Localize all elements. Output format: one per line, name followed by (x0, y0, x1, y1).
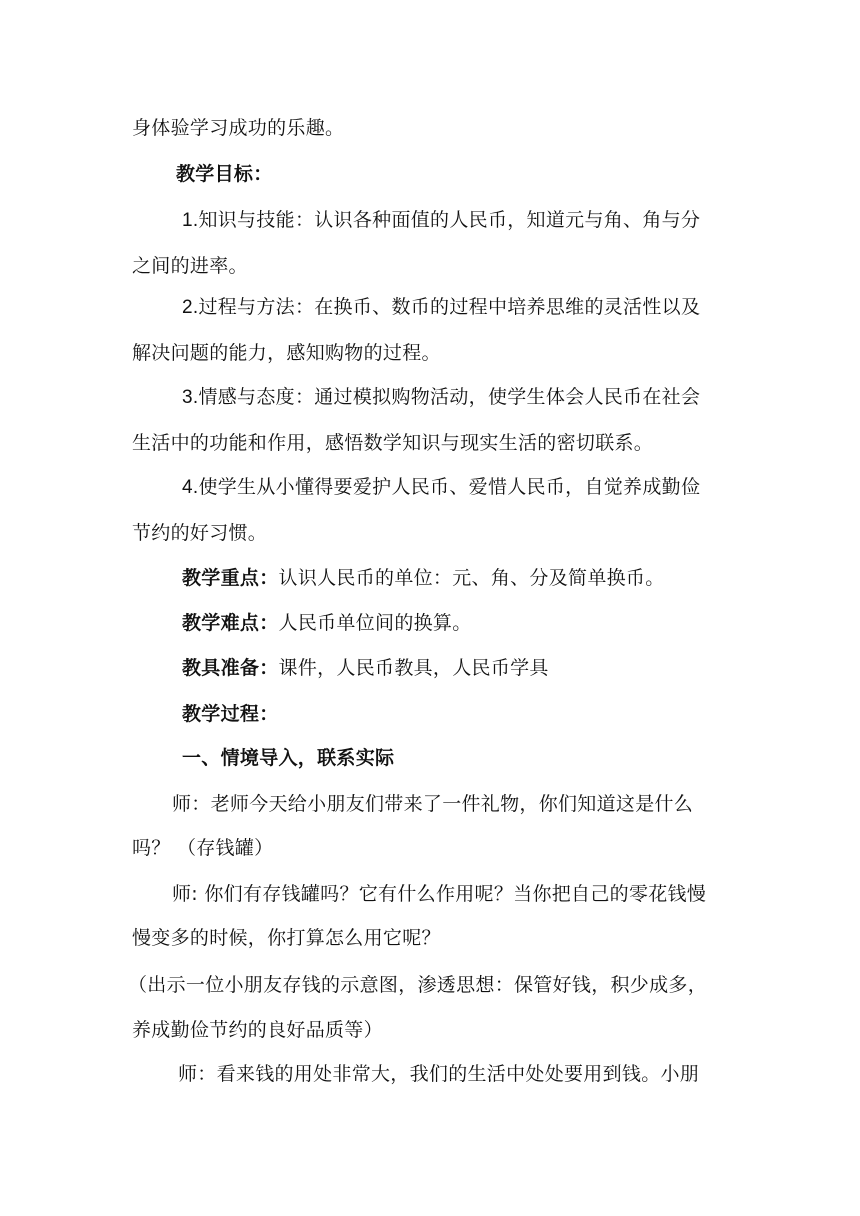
goal-4-number: 4. (182, 477, 199, 498)
key-points-label: 教学重点： (182, 567, 279, 589)
goal-4-line-2: 节约的好习惯。 (132, 522, 268, 544)
tools-label: 教具准备： (182, 657, 279, 679)
goals-heading: 教学目标： (176, 163, 273, 185)
goal-1-line-2: 之间的进率。 (132, 255, 248, 277)
difficulty-text: 人民币单位间的换算。 (278, 612, 472, 634)
goal-4-line-1 (182, 475, 782, 500)
goal-2-number: 2. (182, 297, 199, 318)
tools-line (182, 656, 782, 680)
difficulty-line (182, 611, 782, 635)
process-heading: 教学过程： (182, 703, 279, 725)
goal-1-text: 知识与技能：认识各种面值的人民币，知道元与角、角与分 (198, 209, 701, 231)
difficulty-label: 教学难点： (182, 612, 279, 634)
teacher-line-2a: 师: 你们有存钱罐吗？它有什么作用呢？当你把自己的零花钱慢 (172, 883, 707, 905)
teacher-line-1a: 师：老师今天给小朋友们带来了一件礼物，你们知道这是什么 (172, 793, 694, 815)
goal-3-number: 3. (182, 387, 199, 408)
tools-text: 课件，人民币教具，人民币学具 (278, 657, 549, 679)
section-1-heading: 一、情境导入，联系实际 (182, 747, 395, 769)
teacher-line-2b: 慢变多的时候，你打算怎么用它呢？ (132, 927, 441, 949)
goal-2-line-2: 解决问题的能力，感知购物的过程。 (132, 342, 441, 364)
key-points-line (182, 566, 782, 590)
goal-3-line-1 (182, 385, 782, 410)
goal-1-line-1 (182, 208, 782, 233)
paragraph-line: 身体验学习成功的乐趣。 (132, 117, 345, 139)
goal-2-text: 过程与方法：在换币、数币的过程中培养思维的灵活性以及 (198, 296, 701, 318)
goal-2-line-1 (182, 295, 782, 320)
teacher-line-1b: 吗？ （存钱罐） (132, 837, 274, 859)
goal-3-line-2: 生活中的功能和作用，感悟数学知识与现实生活的密切联系。 (132, 432, 654, 454)
key-points-text: 认识人民币的单位：元、角、分及简单换币。 (278, 567, 665, 589)
goal-3-text: 情感与态度：通过模拟购物活动，使学生体会人民币在社会 (198, 386, 701, 408)
note-line-2: 养成勤俭节约的良好品质等） (132, 1019, 383, 1041)
note-line-1: （出示一位小朋友存钱的示意图，渗透思想：保管好钱，积少成多， (128, 974, 708, 996)
teacher-line-3a: 师：看来钱的用处非常大，我们的生活中处处要用到钱。小朋 (178, 1063, 700, 1085)
goal-4-text: 使学生从小懂得要爱护人民币、爱惜人民币，自觉养成勤俭 (198, 476, 701, 498)
goal-1-number: 1. (182, 210, 199, 231)
